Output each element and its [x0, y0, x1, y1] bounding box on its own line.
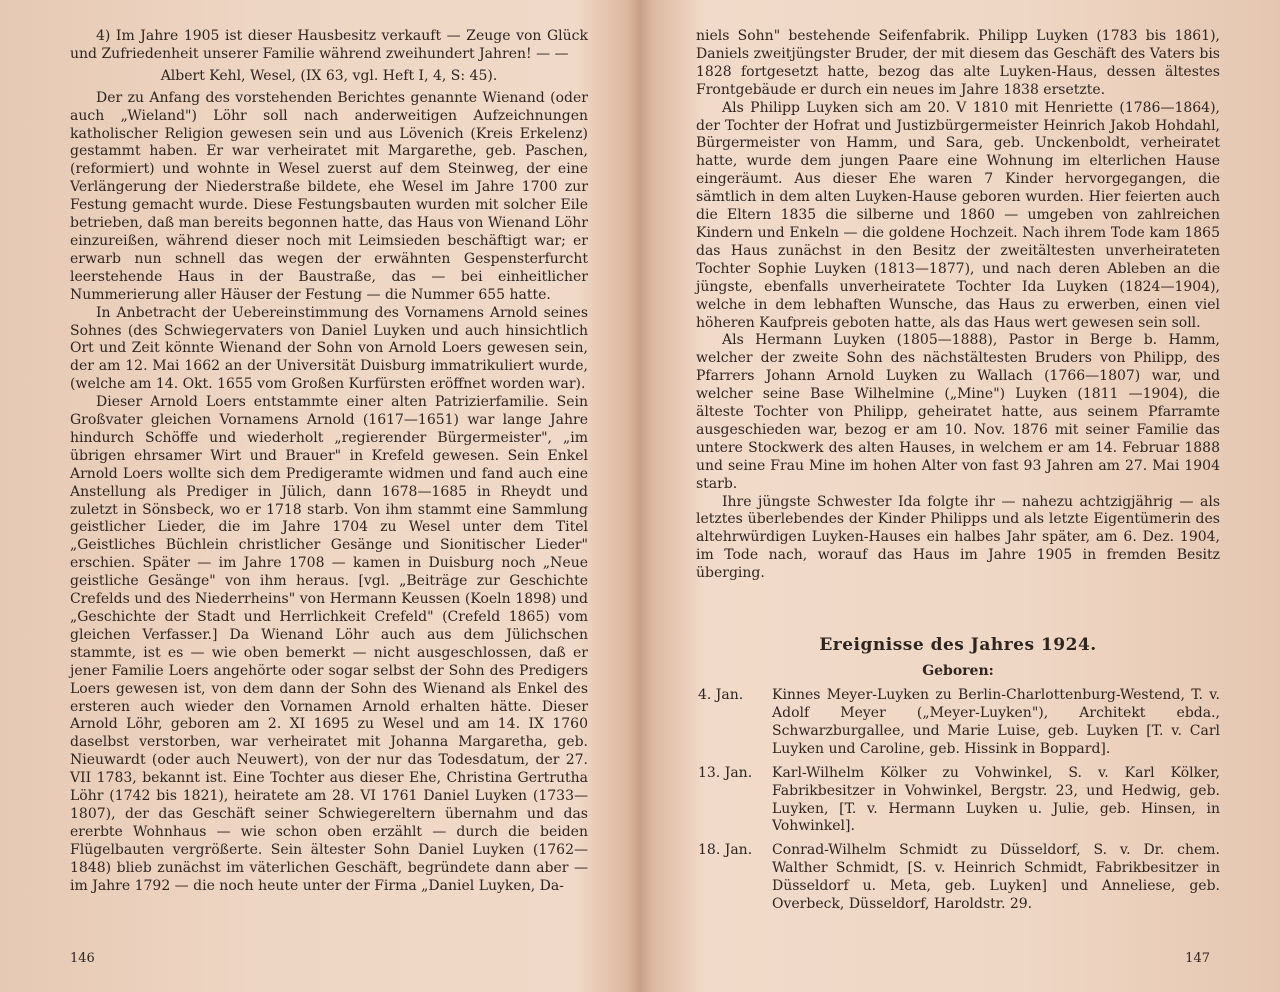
paragraph-loers-family: Dieser Arnold Loers entstammte einer alten Patrizierfamilie. Sein Großvater gleichen Vornamens Arnold (1617—1651) war lange Jahre hindurch Schöffe und wiederholt „regierender Bürgermeister", „im übrigen ehrsamer Wirt und Brauer" in Krefeld gewesen. Sein Enkel Arnold Loers wollte sich dem Predigeramte widmen und fand auch eine Anstellung als Prediger in Jülich, dann 1678—1685 in Rheydt und zuletzt in Sönsbeck, wo er 1718 starb. Von ihm stammt eine Sammlung geistlicher Lieder, die im Jahre 1704 zu Wesel unter dem Titel „Geistliches Büchlein christlicher Gesänge und Sionitischer Lieder" erschien. Später — im Jahre 1708 — kamen in Duisburg noch „Neue geistliche Gesänge" von ihm heraus. [vgl. „Beiträge zur Geschichte Crefelds und des Niederrheins" von Hermann Keussen (Koeln 1898) und „Geschichte der Stadt und Herrlichkeit Crefeld" (Crefeld 1865) vom gleichen Verfasser.] Da Wienand Löhr auch aus dem Jülichschen stammte, ist es — wie oben bemerkt — nicht ausgeschlossen, daß er jener Familie Loers angehörte oder sogar selbst der Sohn des Predigers Loers gewesen ist, von dem dann der Sohn des Wienand als Enkel des ersteren auch wieder den Vornamen Arnold erhalten hätte. Dieser Arnold Löhr, geboren am 2. XI 1695 zu Wesel und am 14. IX 1760 daselbst verstorben, war verheiratet mit Johanna Margaretha, geb. Nieuwardt (oder auch Neuwert), von der nur das Todesdatum, der 27. VII 1783, bekannt ist. Eine Tochter aus dieser Ehe, Christina Gertrutha Löhr (1742 bis 1821), heiratete am 28. VI 1761 Daniel Luyken (1733—1807), der das Geschäft seiner Schwiegereltern übernahm und das ererbte Wohnhaus — wie schon oben erzählt — durch die beiden Flügelbauten vergrößerte. Sein ältester Sohn Daniel Luyken (1762—1848) blieb zunächst im väterlichen Geschäft, begründete dann aber — im Jahre 1792 — die noch heute unter der Firma „Daniel Luyken, Da- [70, 394, 588, 894]
entry-date: 13. Jan. [698, 764, 753, 781]
events-heading: Ereignisse des Jahres 1924. [819, 635, 1097, 656]
paragraph-arnold-name: In Anbetracht der Uebereinstimmung des Vornamens Arnold seines Sohnes (des Schwiegervaters von Daniel Luyken und auch hinsichtlich Ort und Zeit könnte Wienand der Sohn von Arnold Loers gewesen sein, der am 12. Mai 1662 an der Universität Duisburg immatrikuliert wurde, (welche am 14. Okt. 1655 vom Großen Kurfürsten eröffnet worden war). [70, 304, 588, 393]
paragraph-philipp-luyken: Als Philipp Luyken sich am 20. V 1810 mit Henriette (1786—1864), der Tochter der Hofrat und Justizbürgermeister Heinrich Jakob Hohdahl, Bürgermeister von Hamm, und Sara, geb. Unckenboldt, verheiratet hatte, wurde dem jungen Paare eine Wohnung im elterlichen Hause eingeräumt. Aus dieser Ehe waren 7 Kinder hervorgegangen, die sämtlich in dem alten Luyken-Hause geboren wurden. Hier feierten auch die Eltern 1835 die silberne und 1860 — umgeben von zahlreichen Kindern und Enkeln — die goldene Hochzeit. Nach ihrem Tode kam 1865 das Haus zunächst in den Besitz der zweitältesten unverheirateten Tochter Sophie Luyken (1813—1877), und nach deren Ableben an die jüngste, ebenfalls unverheiratete Tochter Ida Luyken (1824—1904), welche in dem lebhaften Wunsche, das Haus zu erwerben, einen viel höheren Kaufpreis geboten hatte, als das Haus wert gewesen sein soll. [696, 99, 1220, 331]
birth-entry [696, 842, 1220, 914]
paragraph-footnote: 4) Im Jahre 1905 ist dieser Hausbesitz verkauft — Zeuge von Glück und Zufriedenheit unserer Familie während zweihundert Jahren! — — [70, 28, 588, 62]
birth-entry [696, 687, 1220, 759]
entry-text: Conrad-Wilhelm Schmidt zu Düsseldorf, S. v. Dr. chem. Walther Schmidt, [S. v. Heinrich Schmidt, Fabrikbesitzer in Düsseldorf u. Meta, geb. Luyken] und Anneliese, geb. Overbeck, Düsseldorf, Haroldstr. 29. [772, 842, 1220, 913]
paragraph-wienand: Der zu Anfang des vorstehenden Berichtes genannte Wienand (oder auch „Wieland") Löhr soll nach anderweitigen Aufzeichnungen katholischer Religion gewesen sein und aus Lövenich (Kreis Erkelenz) gestammt haben. Er war verheiratet mit Margarethe, geb. Paschen, (reformiert) und wohnte in Wesel zuerst auf dem Steinweg, der eine Verlängerung der Niederstraße bildete, ehe Wesel im Jahre 1700 zur Festung gemacht wurde. Diese Festungsbauten wurden mit solcher Eile betrieben, daß man bereits begonnen hatte, das Haus von Wienand Löhr einzureißen, während dieser noch mit Leimsieden beschäftigt war; er erwarb nun schnell das wegen der erwähnten Gespensterfurcht leerstehende Haus in der Baustraße, das — bei einheitlicher Nummerierung aller Häuser der Festung — die Nummer 655 hatte. [70, 89, 588, 303]
page-number-right: 147 [1185, 951, 1210, 966]
entry-text: Kinnes Meyer-Luyken zu Berlin-Charlottenburg-Westend, T. v. Adolf Meyer („Meyer-Luyken"), Architekt ebda., Schwarzburgallee, und Marie Luise, geb. Luyken [T. v. Carl Luyken und Caroline, geb. Hissink in Boppard]. [772, 687, 1220, 757]
page-number-left: 146 [70, 951, 95, 966]
paragraph-hermann-luyken: Als Hermann Luyken (1805—1888), Pastor in Berge b. Hamm, welcher der zweite Sohn des nächstältesten Bruders von Philipp, des Pfarrers Johann Arnold Luyken zu Wallach (1766—1807) war, und welcher seine Base Wilhelmine („Mine") Luyken (1811 —1904), die älteste Tochter von Philipp, geheiratet hatte, aus seinem Pfarramte ausgeschieden war, bezog er am 10. Nov. 1876 mit seiner Familie das untere Stockwerk des alten Hauses, in welchem er am 14. Februar 1888 und seine Frau Mine im hohen Alter von fast 93 Jahren am 27. Mai 1904 starb. [696, 332, 1220, 492]
entry-date: 18. Jan. [698, 842, 753, 859]
births-subheading: Geboren: [922, 663, 994, 680]
entry-date: 4. Jan. [698, 687, 744, 704]
paragraph-ida-luyken: Ihre jüngste Schwester Ida folgte ihr — nahezu achtzigjährig — als letztes überlebendes der Kinder Philipps und als letzte Eigentümerin des altehrwürdigen Luyken-Hauses ein halbes Jahr später, am 6. Dez. 1904, im Tode nach, worauf das Haus im Jahre 1905 in fremden Besitz überging. [696, 493, 1220, 582]
entry-text: Karl-Wilhelm Kölker zu Vohwinkel, S. v. Karl Kölker, Fabrikbesitzer in Vohwinkel, Bergstr. 23, und Hedwig, geb. Luyken, [T. v. Hermann Luyken u. Julie, geb. Hinsen, in Vohwinkel]. [772, 764, 1220, 835]
birth-entry [696, 765, 1220, 837]
author-signature: Albert Kehl, Wesel, (IX 63, vgl. Heft I, 4, S: 45). [160, 67, 498, 84]
paragraph-continuation: niels Sohn" bestehende Seifenfabrik. Philipp Luyken (1783 bis 1861), Daniels zweitjüngster Bruder, der mit diesem das Geschäft des Vaters bis 1828 fortgesetzt hatte, bezog das alte Luyken-Haus, dessen ältestes Frontgebäude er durch ein neues im Jahre 1838 ersetzte. [696, 28, 1220, 98]
right-page [640, 0, 1280, 992]
